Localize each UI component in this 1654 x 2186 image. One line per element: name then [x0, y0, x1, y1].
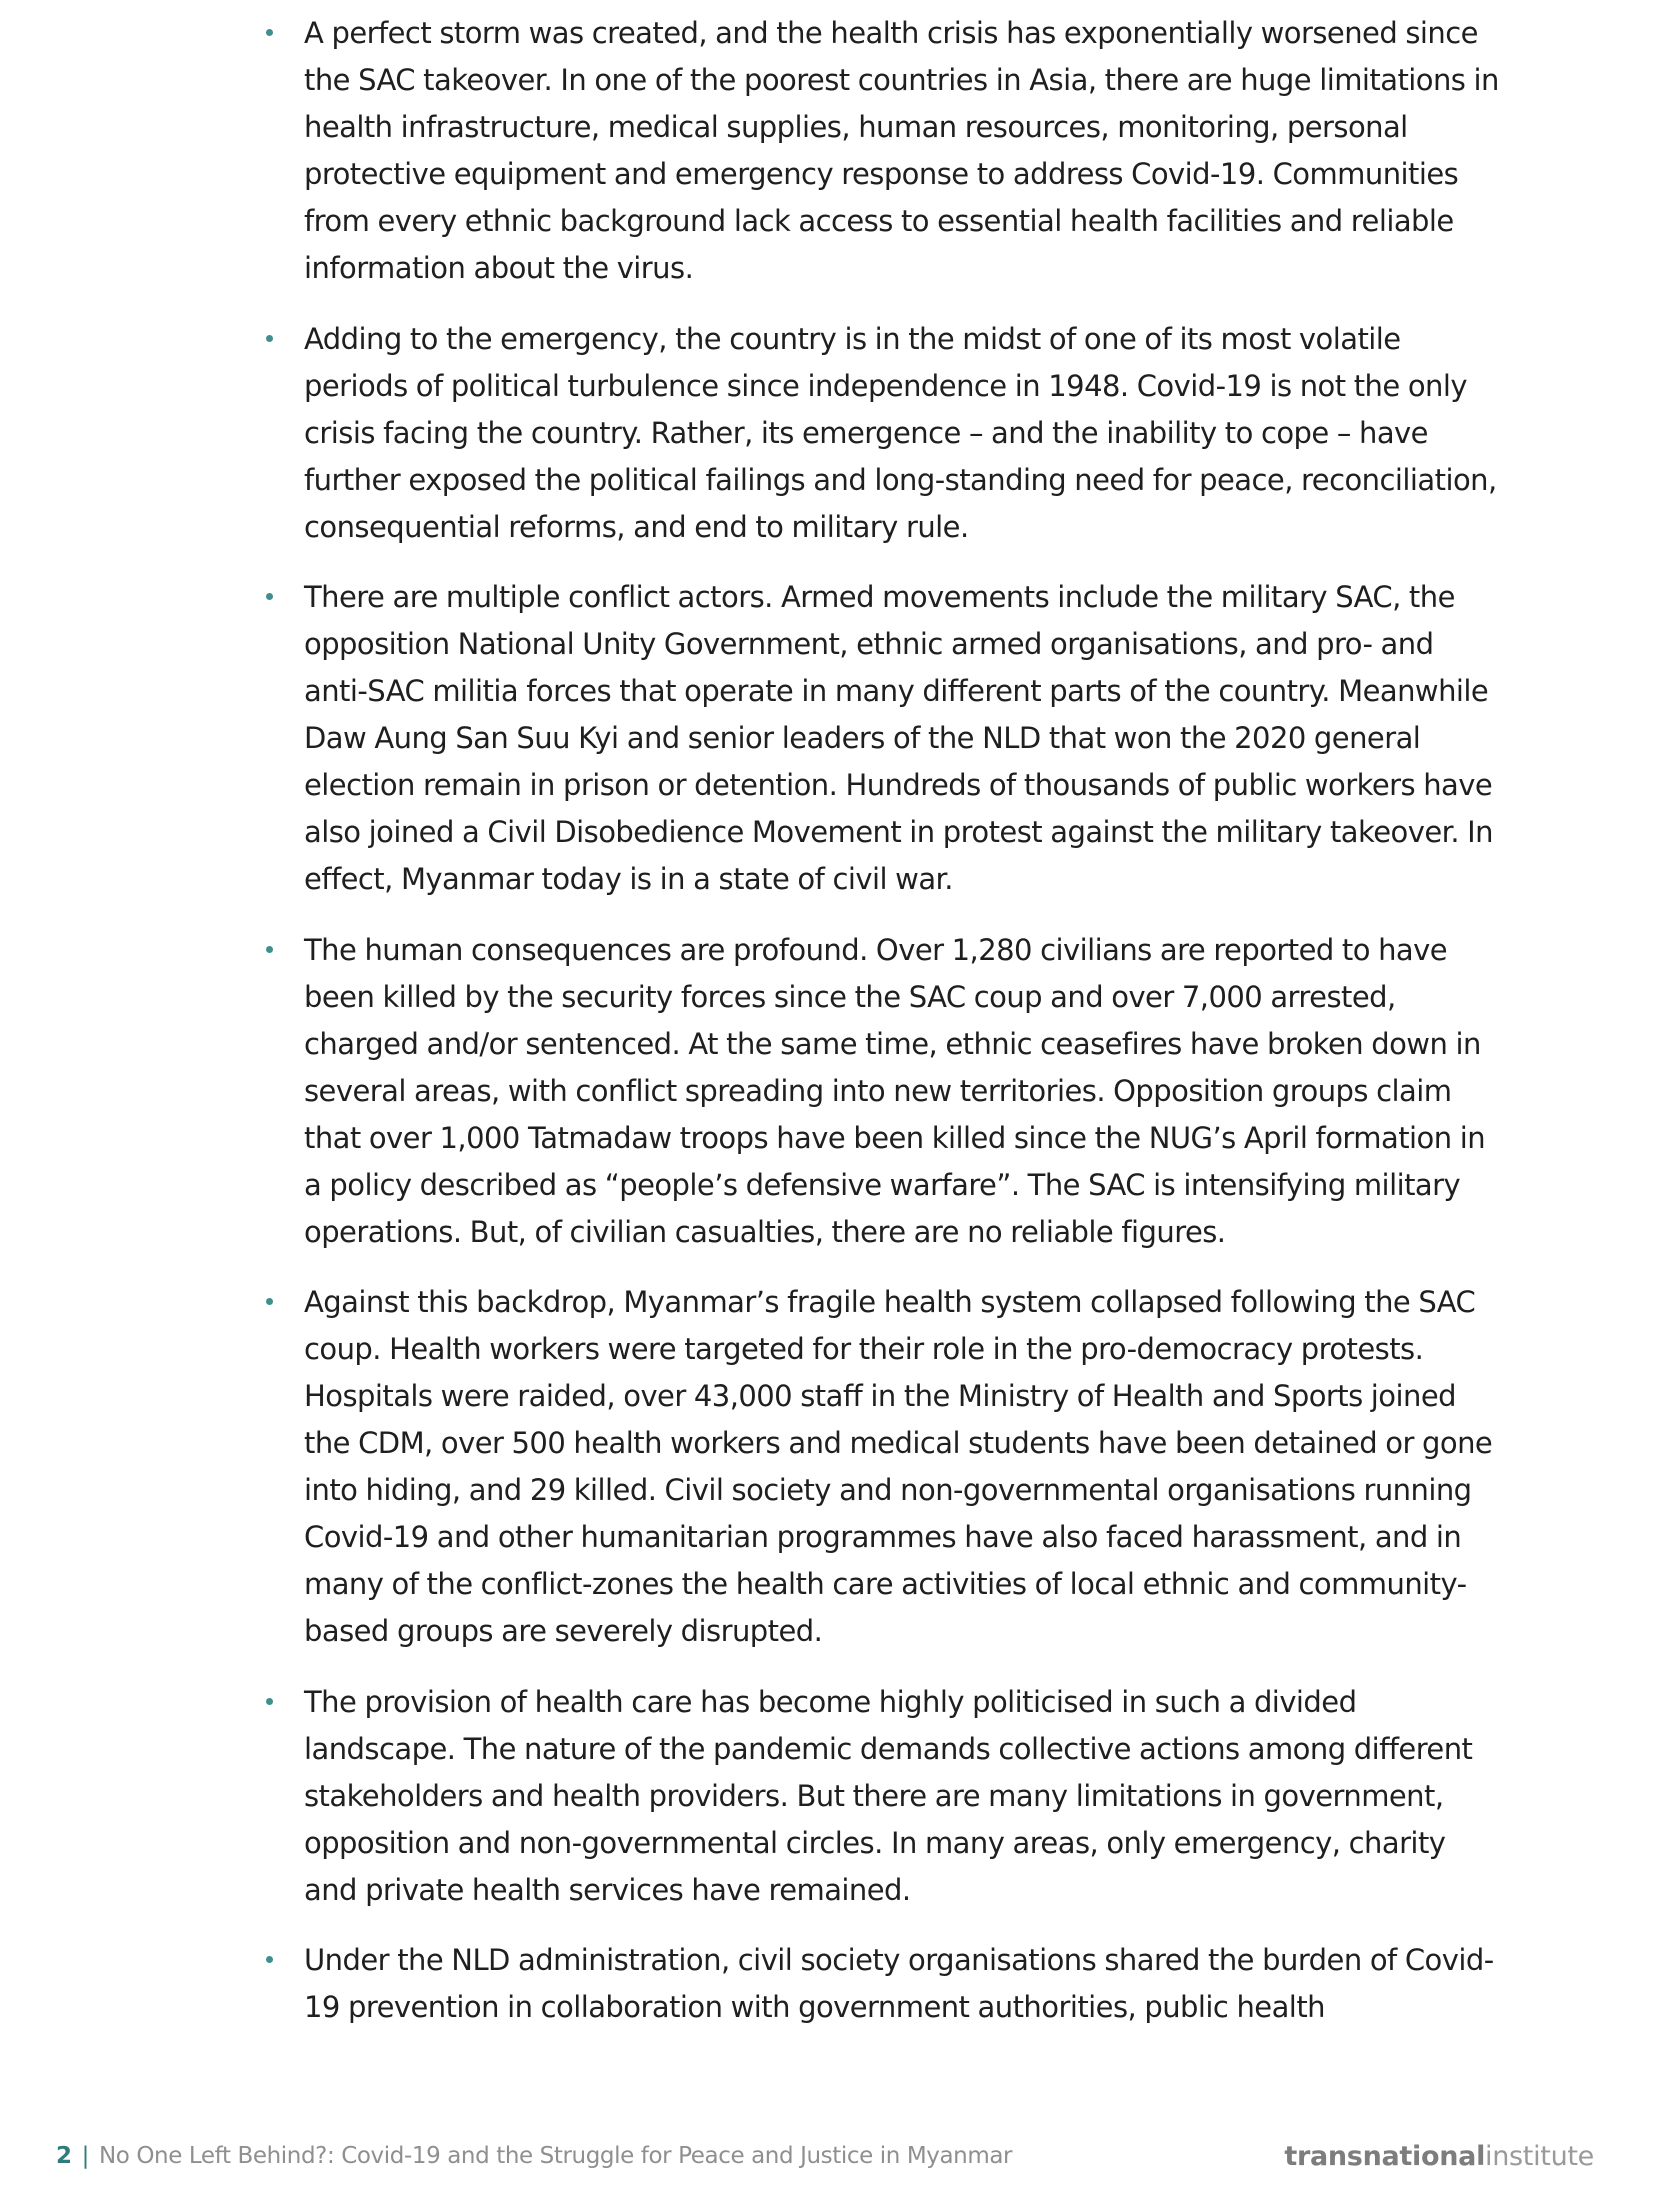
logo-light-text: institute: [1485, 2140, 1594, 2172]
bullet-list: [264, 10, 1504, 2031]
list-item: [264, 1279, 1504, 1655]
document-title: No One Left Behind?: Covid-19 and the Struggle for Peace and Justice in Myanmar: [98, 2143, 1013, 2169]
paragraph-text: A perfect storm was created, and the health crisis has exponentially worsened since the SAC takeover. In one of the poorest countries in Asia, there are huge limitations in health infrastructure, medical supplies, human resources, monitoring, personal protective equipment and emergency response to address Covid-19. Communities from every ethnic background lack access to essential health facilities and reliable information about the virus.: [304, 16, 1499, 285]
document-body: [264, 10, 1504, 2055]
footer-left: [56, 2143, 1012, 2169]
list-item: [264, 927, 1504, 1256]
page-number: 2: [56, 2143, 72, 2169]
list-item: [264, 1937, 1504, 2031]
footer-separator: |: [81, 2143, 89, 2169]
list-item: [264, 574, 1504, 903]
logo-bold-text: transnational: [1284, 2140, 1486, 2172]
bullet-icon: [266, 946, 273, 953]
paragraph-text: There are multiple conflict actors. Armed movements include the military SAC, the opposition National Unity Government, ethnic armed organisations, and pro- and anti-SAC militia forces that operate in many different parts of the country. Meanwhile Daw Aung San Suu Kyi and senior leaders of the NLD that won the 2020 general election remain in prison or detention. Hundreds of thousands of public workers have also joined a Civil Disobedience Movement in protest against the military takeover. In effect, Myanmar today is in a state of civil war.: [304, 580, 1493, 896]
bullet-icon: [266, 1956, 273, 1963]
paragraph-text: The human consequences are profound. Over 1,280 civilians are reported to have been killed by the security forces since the SAC coup and over 7,000 arrested, charged and/or sentenced. At the same time, ethnic ceasefires have broken down in several areas, with conflict spreading into new territories. Opposition groups claim that over 1,000 Tatmadaw troops have been killed since the NUG’s April formation in a policy described as “people’s defensive warfare”. The SAC is intensifying military operations. But, of civilian casualties, there are no reliable figures.: [304, 932, 1486, 1249]
list-item: [264, 316, 1504, 551]
bullet-icon: [266, 335, 273, 342]
bullet-icon: [266, 1698, 273, 1705]
paragraph-text: Against this backdrop, Myanmar’s fragile health system collapsed following the SAC coup. Health workers were targeted for their role in the pro-democracy protests. Hospitals were raided, over 43,000 staff in the Ministry of Health and Sports joined the CDM, over 500 health workers and medical students have been detained or gone into hiding, and 29 killed. Civil society and non-governmental organisations running Covid-19 and other humanitarian programmes have also faced harassment, and in many of the conflict-zones the health care activities of local ethnic and community-based groups are severely disrupted.: [304, 1285, 1493, 1648]
bullet-icon: [266, 1298, 273, 1305]
paragraph-text: The provision of health care has become highly politicised in such a divided landscape. The nature of the pandemic demands collective actions among different stakeholders and health providers. But there are many limitations in government, opposition and non-governmental circles. In many areas, only emergency, charity and private health services have remained.: [304, 1684, 1473, 1907]
bullet-icon: [266, 29, 273, 36]
list-item: [264, 1679, 1504, 1914]
page-footer: [56, 2136, 1594, 2176]
publisher-logo: [1284, 2141, 1594, 2172]
list-item: [264, 10, 1504, 292]
bullet-icon: [266, 593, 273, 600]
paragraph-text: Under the NLD administration, civil society organisations shared the burden of Covid-19 prevention in collaboration with government authorities, public health: [304, 1943, 1494, 2024]
paragraph-text: Adding to the emergency, the country is in the midst of one of its most volatile periods of political turbulence since independence in 1948. Covid-19 is not the only crisis facing the country. Rather, its emergence – and the inability to cope – have further exposed the political failings and long-standing need for peace, reconciliation, consequential reforms, and end to military rule.: [304, 321, 1497, 544]
